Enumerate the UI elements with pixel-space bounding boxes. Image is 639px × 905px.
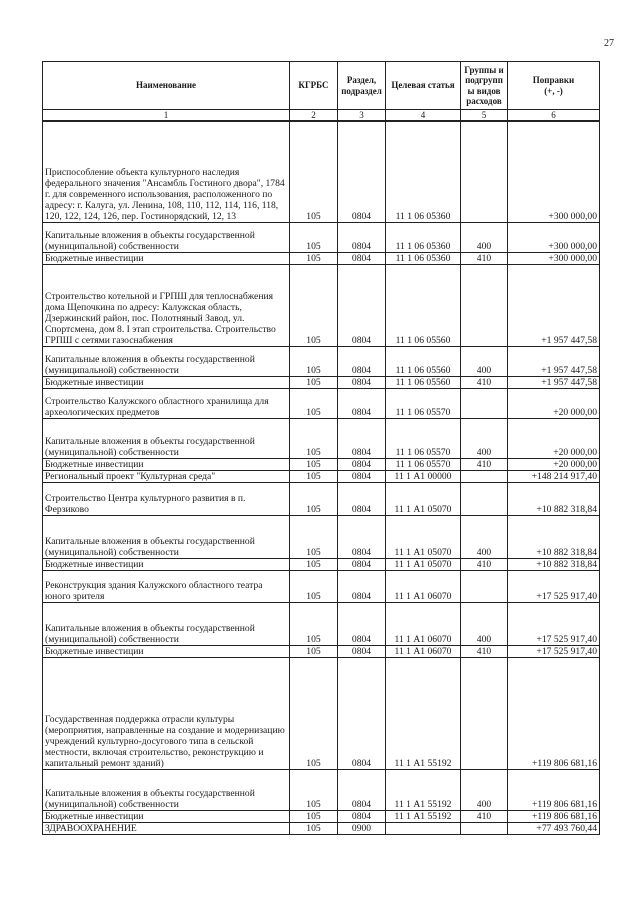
row-amount: +119 806 681,16 <box>508 769 600 810</box>
table-row <box>43 810 600 822</box>
table-row <box>43 602 600 645</box>
row-name: Капитальные вложения в объекты государственной (муниципальной) собственности <box>43 418 290 458</box>
row-amount: +20 000,00 <box>508 458 600 470</box>
row-name: Бюджетные инвестиции <box>43 645 290 657</box>
page-number: 27 <box>604 38 614 49</box>
row-target: 11 1 А1 55192 <box>386 769 461 810</box>
row-amount: +300 000,00 <box>508 252 600 264</box>
row-target: 11 1 06 05560 <box>386 346 461 376</box>
row-section: 0804 <box>338 810 386 822</box>
row-expense-group <box>461 657 508 769</box>
row-section: 0804 <box>338 121 386 222</box>
row-section: 0804 <box>338 418 386 458</box>
row-amount: +17 525 917,40 <box>508 602 600 645</box>
row-kgrbs: 105 <box>290 482 338 515</box>
row-kgrbs: 105 <box>290 645 338 657</box>
row-name: Строительство Центра культурного развития в п. Ферзиково <box>43 482 290 515</box>
row-name: Капитальные вложения в объекты государственной (муниципальной) собственности <box>43 346 290 376</box>
column-number: 5 <box>461 110 508 122</box>
row-amount: +148 214 917,40 <box>508 470 600 482</box>
table-row <box>43 346 600 376</box>
row-section: 0804 <box>338 769 386 810</box>
header-section: Раздел, подраздел <box>338 62 386 110</box>
column-number: 4 <box>386 110 461 122</box>
row-expense-group <box>461 570 508 602</box>
header-amendments-title: Поправки <box>532 75 575 85</box>
row-section: 0804 <box>338 388 386 418</box>
row-expense-group: 400 <box>461 346 508 376</box>
row-name: Бюджетные инвестиции <box>43 252 290 264</box>
table-row <box>43 388 600 418</box>
row-section: 0804 <box>338 222 386 252</box>
row-kgrbs: 105 <box>290 769 338 810</box>
row-target: 11 1 А1 05070 <box>386 482 461 515</box>
table-row <box>43 515 600 558</box>
table-row <box>43 822 600 834</box>
row-kgrbs: 105 <box>290 458 338 470</box>
row-name: Капитальные вложения в объекты государственной (муниципальной) собственности <box>43 515 290 558</box>
row-name: Бюджетные инвестиции <box>43 558 290 570</box>
row-kgrbs: 105 <box>290 602 338 645</box>
row-kgrbs: 105 <box>290 388 338 418</box>
table-row <box>43 769 600 810</box>
table-row <box>43 482 600 515</box>
row-amount: +20 000,00 <box>508 418 600 458</box>
row-target: 11 1 06 05570 <box>386 458 461 470</box>
row-target <box>386 822 461 834</box>
row-section: 0804 <box>338 570 386 602</box>
row-section: 0804 <box>338 376 386 388</box>
row-kgrbs: 105 <box>290 822 338 834</box>
row-target: 11 1 А1 05070 <box>386 558 461 570</box>
row-expense-group: 410 <box>461 810 508 822</box>
row-target: 11 1 А1 55192 <box>386 810 461 822</box>
column-number: 2 <box>290 110 338 122</box>
row-target: 11 1 А1 55192 <box>386 657 461 769</box>
row-section: 0804 <box>338 264 386 346</box>
row-expense-group <box>461 121 508 222</box>
row-kgrbs: 105 <box>290 558 338 570</box>
table-row <box>43 458 600 470</box>
row-expense-group: 410 <box>461 458 508 470</box>
header-groups: Группы и подгрупп ы видов расходов <box>461 62 508 110</box>
row-amount: +20 000,00 <box>508 388 600 418</box>
row-expense-group: 410 <box>461 376 508 388</box>
row-target: 11 1 06 05360 <box>386 222 461 252</box>
table-row <box>43 252 600 264</box>
row-amount: +10 882 318,84 <box>508 482 600 515</box>
row-expense-group <box>461 482 508 515</box>
row-amount: +17 525 917,40 <box>508 570 600 602</box>
row-amount: +10 882 318,84 <box>508 515 600 558</box>
row-section: 0804 <box>338 346 386 376</box>
header-kgrbs: КГРБС <box>290 62 338 110</box>
row-target: 11 1 06 05360 <box>386 121 461 222</box>
column-number: 1 <box>43 110 290 122</box>
table-row <box>43 558 600 570</box>
row-expense-group: 400 <box>461 515 508 558</box>
row-kgrbs: 105 <box>290 810 338 822</box>
row-amount: +77 493 760,44 <box>508 822 600 834</box>
row-kgrbs: 105 <box>290 376 338 388</box>
row-kgrbs: 105 <box>290 222 338 252</box>
row-target: 11 1 06 05560 <box>386 264 461 346</box>
row-name: Реконструкция здания Калужского областного театра юного зрителя <box>43 570 290 602</box>
table-row <box>43 222 600 252</box>
row-section: 0900 <box>338 822 386 834</box>
row-expense-group <box>461 822 508 834</box>
row-section: 0804 <box>338 645 386 657</box>
table-row <box>43 657 600 769</box>
row-section: 0804 <box>338 657 386 769</box>
row-amount: +10 882 318,84 <box>508 558 600 570</box>
row-amount: +300 000,00 <box>508 121 600 222</box>
row-kgrbs: 105 <box>290 346 338 376</box>
row-target: 11 1 А1 00000 <box>386 470 461 482</box>
row-target: 11 1 06 05570 <box>386 388 461 418</box>
row-section: 0804 <box>338 458 386 470</box>
row-name: Приспособление объекта культурного наследия федерального значения "Ансамбль Гостиного двора", 1784 г. для современного использования, расположенного по адресу: г. Калуга, ул. Ленина, 108, 110, 112, 114, 116, 118, 120, 122, 124, 126, пер. Гостинорядский, 12, 13 <box>43 121 290 222</box>
row-target: 11 1 06 05560 <box>386 376 461 388</box>
header-amendments-sign: (+, -) <box>544 85 563 96</box>
row-name: Капитальные вложения в объекты государственной (муниципальной) собственности <box>43 769 290 810</box>
row-kgrbs: 105 <box>290 418 338 458</box>
row-expense-group: 400 <box>461 769 508 810</box>
row-expense-group: 410 <box>461 558 508 570</box>
row-expense-group: 410 <box>461 645 508 657</box>
table-row <box>43 121 600 222</box>
row-section: 0804 <box>338 602 386 645</box>
row-expense-group: 400 <box>461 222 508 252</box>
row-expense-group: 410 <box>461 252 508 264</box>
row-amount: +119 806 681,16 <box>508 810 600 822</box>
row-expense-group: 400 <box>461 602 508 645</box>
table-row <box>43 470 600 482</box>
row-amount: +1 957 447,58 <box>508 346 600 376</box>
row-amount: +17 525 917,40 <box>508 645 600 657</box>
row-name: Региональный проект "Культурная среда" <box>43 470 290 482</box>
row-target: 11 1 А1 06070 <box>386 645 461 657</box>
row-section: 0804 <box>338 252 386 264</box>
table-row <box>43 570 600 602</box>
row-kgrbs: 105 <box>290 121 338 222</box>
table-row <box>43 418 600 458</box>
row-target: 11 1 06 05360 <box>386 252 461 264</box>
row-name: Капитальные вложения в объекты государственной (муниципальной) собственности <box>43 222 290 252</box>
row-kgrbs: 105 <box>290 264 338 346</box>
row-kgrbs: 105 <box>290 570 338 602</box>
row-name: Бюджетные инвестиции <box>43 376 290 388</box>
table-body <box>43 121 600 834</box>
row-kgrbs: 105 <box>290 657 338 769</box>
row-section: 0804 <box>338 515 386 558</box>
row-name: Капитальные вложения в объекты государственной (муниципальной) собственности <box>43 602 290 645</box>
table-row <box>43 264 600 346</box>
header-row <box>43 62 600 110</box>
row-kgrbs: 105 <box>290 252 338 264</box>
row-section: 0804 <box>338 470 386 482</box>
row-section: 0804 <box>338 558 386 570</box>
row-expense-group <box>461 264 508 346</box>
column-number-row <box>43 110 600 122</box>
table-row <box>43 645 600 657</box>
row-name: Бюджетные инвестиции <box>43 810 290 822</box>
row-amount: +300 000,00 <box>508 222 600 252</box>
row-kgrbs: 105 <box>290 515 338 558</box>
row-name: Государственная поддержка отрасли культуры (мероприятия, направленные на создание и модернизацию учреждений культурно-досугового типа в сельской местности, включая строительство, реконструкцию и капитальный ремонт зданий) <box>43 657 290 769</box>
column-number: 6 <box>508 110 600 122</box>
row-name: ЗДРАВООХРАНЕНИЕ <box>43 822 290 834</box>
row-name: Строительство котельной и ГРПШ для теплоснабжения дома Щепочкина по адресу: Калужская область, Дзержинский район, пос. Полотняный Завод, ул. Спортсмена, дом 8. I этап строительства. Строительство ГРПШ с сетями газоснабжения <box>43 264 290 346</box>
row-expense-group <box>461 470 508 482</box>
row-target: 11 1 А1 05070 <box>386 515 461 558</box>
table-row <box>43 376 600 388</box>
row-section: 0804 <box>338 482 386 515</box>
row-expense-group <box>461 388 508 418</box>
header-amendments <box>508 62 600 110</box>
row-amount: +1 957 447,58 <box>508 376 600 388</box>
row-kgrbs: 105 <box>290 470 338 482</box>
budget-amendments-table <box>42 61 600 835</box>
row-amount: +1 957 447,58 <box>508 264 600 346</box>
row-target: 11 1 06 05570 <box>386 418 461 458</box>
row-name: Строительство Калужского областного хранилища для археологических предметов <box>43 388 290 418</box>
row-target: 11 1 А1 06070 <box>386 602 461 645</box>
header-target: Целевая статья <box>386 62 461 110</box>
row-expense-group: 400 <box>461 418 508 458</box>
column-number: 3 <box>338 110 386 122</box>
header-name: Наименование <box>43 62 290 110</box>
row-target: 11 1 А1 06070 <box>386 570 461 602</box>
row-name: Бюджетные инвестиции <box>43 458 290 470</box>
row-amount: +119 806 681,16 <box>508 657 600 769</box>
